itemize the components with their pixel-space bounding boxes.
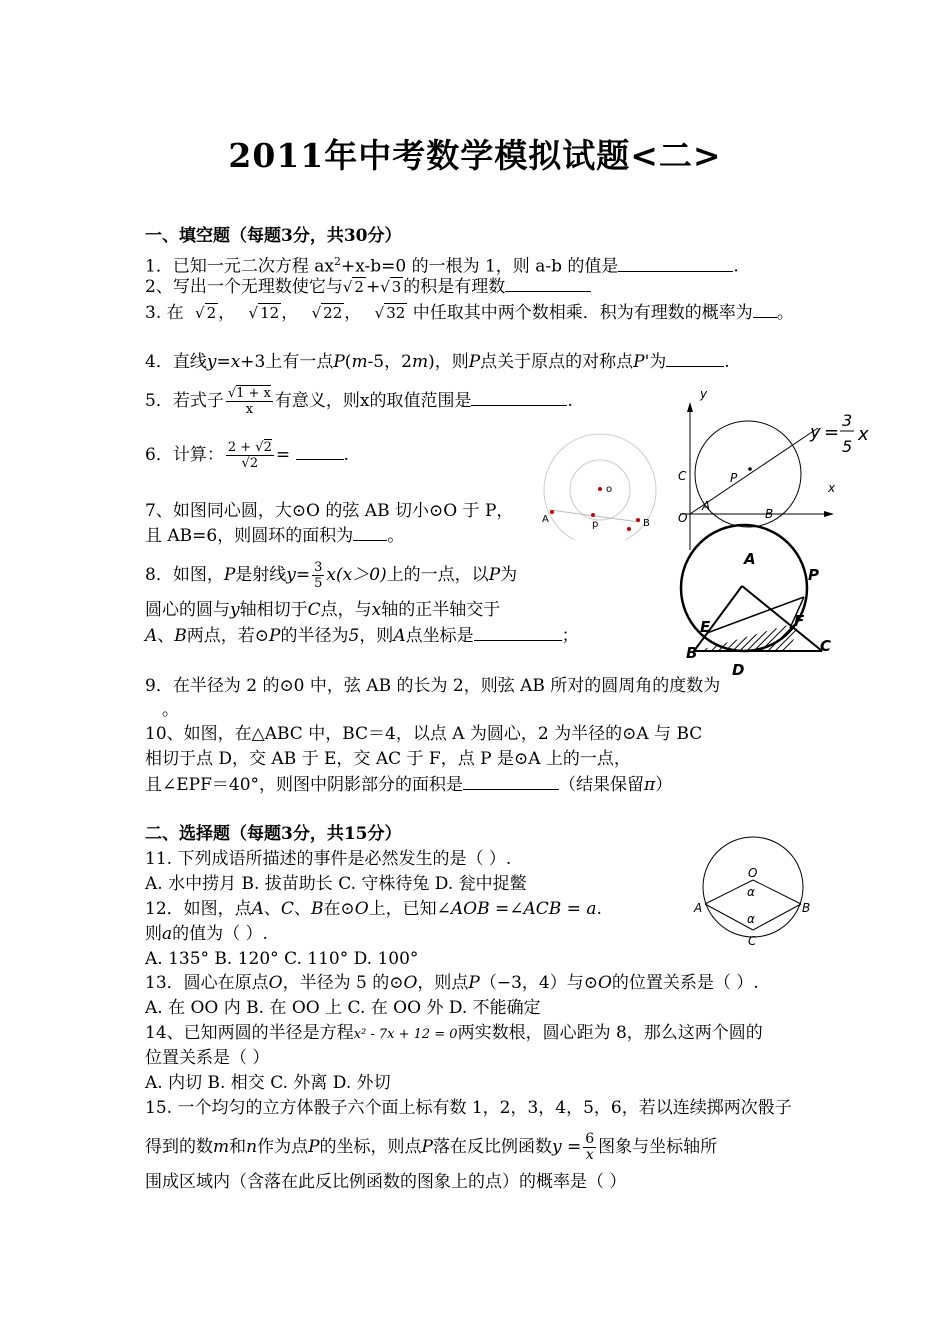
ray-label-den: 5 [842, 437, 853, 456]
q6: 6．计算： $\frac{2 + √2}{√2}$ = . [145, 440, 349, 471]
q15-line1: 15. 一个均匀的立方体骰子六个面上标有数 1，2，3，4，5，6，若以连续掷两次骰子 [145, 1098, 792, 1118]
label-c: C [748, 934, 757, 948]
answer-blank[interactable] [505, 275, 591, 292]
q14-line2: 位置关系是（ ） [145, 1048, 270, 1068]
section1-heading: 一、填空题（每题3分，共30分） [145, 226, 402, 246]
q5: 5．若式子 $\frac{√1 + x}{x}$ 有意义，则x的取值范围是 . [145, 386, 573, 417]
label-alpha2: α [747, 912, 755, 926]
answer-blank[interactable] [353, 524, 387, 541]
q11-options: A. 水中捞月 B. 拔苗助长 C. 守株待兔 D. 瓮中捉鳖 [145, 874, 527, 894]
point-b2 [636, 518, 640, 522]
segment-ob [753, 880, 801, 904]
label-b: B [686, 644, 698, 662]
q13-line1: 13．圆心在原点O，半径为 5 的⊙O，则点P（−3，4）与⊙O的位置关系是（ ）. [145, 973, 759, 993]
answer-blank[interactable] [666, 350, 724, 367]
answer-blank[interactable] [753, 301, 777, 318]
point-o [598, 487, 602, 491]
label-y: y [700, 387, 708, 401]
label-p: P [730, 471, 738, 485]
q10-line3: 且∠EPF＝40°，则图中阴影部分的面积是 （结果保留π） [145, 775, 673, 795]
label-o: O [678, 511, 688, 525]
ray-label-x: x [858, 424, 869, 445]
label-p: P [808, 566, 819, 584]
point-a [550, 510, 554, 514]
page-title: 2011年中考数学模拟试题<二> [228, 136, 722, 175]
q13-options: A. 在 OO 内 B. 在 OO 上 C. 在 OO 外 D. 不能确定 [145, 998, 541, 1018]
q1: 1．已知一元二次方程 $ax^2+x-b=0$ 的一根为 1，则 a-b 的值是 . [145, 255, 739, 277]
point-b1 [627, 527, 631, 531]
q11-stem: 11. 下列成语所描述的事件是必然发生的是（ ）. [145, 849, 512, 869]
q8-line3: A、B两点，若⊙P的半径为5，则A点坐标是 ； [145, 626, 579, 646]
label-e: E [700, 618, 711, 636]
angle-circle-figure [690, 832, 820, 952]
answer-blank[interactable] [296, 443, 344, 460]
label-a: A [744, 550, 756, 568]
ray-label-eq: = [824, 422, 840, 443]
section2-heading: 二、选择题（每题3分，共15分） [145, 824, 402, 844]
point-p [748, 467, 752, 471]
q9-line1: 9．在半径为 2 的⊙0 中，弦 AB 的长为 2，则弦 AB 所对的圆周角的度数为 [145, 676, 721, 696]
q10-line2: 相切于点 D，交 AB 于 E，交 AC 于 F，点 P 是⊙A 上的一点， [145, 749, 631, 769]
answer-blank[interactable] [471, 389, 567, 406]
segment-ac [705, 904, 753, 930]
q15-line3: 围成区域内（含落在此反比例函数的图象上的点）的概率是（ ） [145, 1172, 627, 1192]
segment-cb [753, 904, 801, 930]
q7-line1: 7、如图同心圆，大⊙O 的弦 AB 切小⊙O 于 P， [145, 501, 514, 521]
q12-line1: 12．如图，点A、C、B在⊙O上，已知∠AOB =∠ACB = a. [145, 899, 602, 919]
label-f: F [794, 612, 805, 630]
q2: 2、写出一个无理数使它与√ 2 +√ 3 的积是有理数 [145, 275, 591, 298]
label-p: p [592, 519, 599, 530]
q7-line2: 且 AB=6，则圆环的面积为 。 [145, 526, 405, 546]
label-c: C [678, 469, 687, 483]
q15-line2: 得到的数m和n作为点P的坐标，则点P落在反比例函数y = $\frac{6}{x}$ 图象与坐标轴所 [145, 1131, 718, 1163]
label-d: D [732, 661, 745, 679]
label-c: C [820, 637, 832, 655]
answer-blank[interactable] [463, 773, 559, 790]
circle-p [695, 421, 801, 527]
q12-line2: 则a的值为（ ）. [145, 924, 268, 944]
label-a: A [542, 514, 549, 525]
x-arrow [824, 511, 834, 517]
label-b: B [802, 901, 811, 915]
q12-options: A. 135° B. 120° C. 110° D. 100° [145, 949, 419, 969]
ray-label-y: y [810, 422, 821, 443]
q4: 4．直线y=x+3上有一点P(m-5，2m)，则P点关于原点的对称点P'为 . [145, 352, 730, 372]
label-o: O [748, 866, 758, 880]
answer-blank[interactable] [474, 624, 562, 641]
q9-line2: 。 [162, 700, 179, 720]
q8-line1: 8．如图，P是射线y= $\frac{3}{5}$ x(x＞0)上的一点，以P为 [145, 560, 518, 591]
point-p [591, 513, 595, 517]
q14-options: A. 内切 B. 相交 C. 外离 D. 外切 [145, 1073, 391, 1093]
y-arrow [687, 402, 693, 412]
label-a: A [694, 901, 703, 915]
ray-label-num: 3 [842, 411, 853, 430]
q8-line2: 圆心的圆与y轴相切于C点，与x轴的正半轴交于 [145, 600, 501, 620]
segment-ao [705, 880, 753, 904]
label-b: B [765, 507, 774, 521]
label-b: B [643, 518, 650, 529]
label-alpha1: α [747, 885, 755, 899]
q3: 3. 在 √ 2 ， √ 12 ， √ 22 ， √ 32 中任取其中两个数相乘．积为有理数的概率为 。 [145, 303, 794, 323]
label-a: A [702, 499, 711, 513]
concentric-circles-figure [540, 430, 670, 540]
label-o: o [606, 484, 613, 495]
answer-blank[interactable] [618, 255, 733, 272]
q14-line1: 14、已知两圆的半径是方程x² - 7x + 12 = 0两实数根，圆心距为 8，那么这两个圆的 [145, 1023, 763, 1043]
label-x: x [828, 481, 836, 495]
q10-line1: 10、如图，在△ABC 中，BC＝4，以点 A 为圆心，2 为半径的⊙A 与 BC [145, 724, 703, 744]
triangle-circle-figure [672, 520, 842, 680]
